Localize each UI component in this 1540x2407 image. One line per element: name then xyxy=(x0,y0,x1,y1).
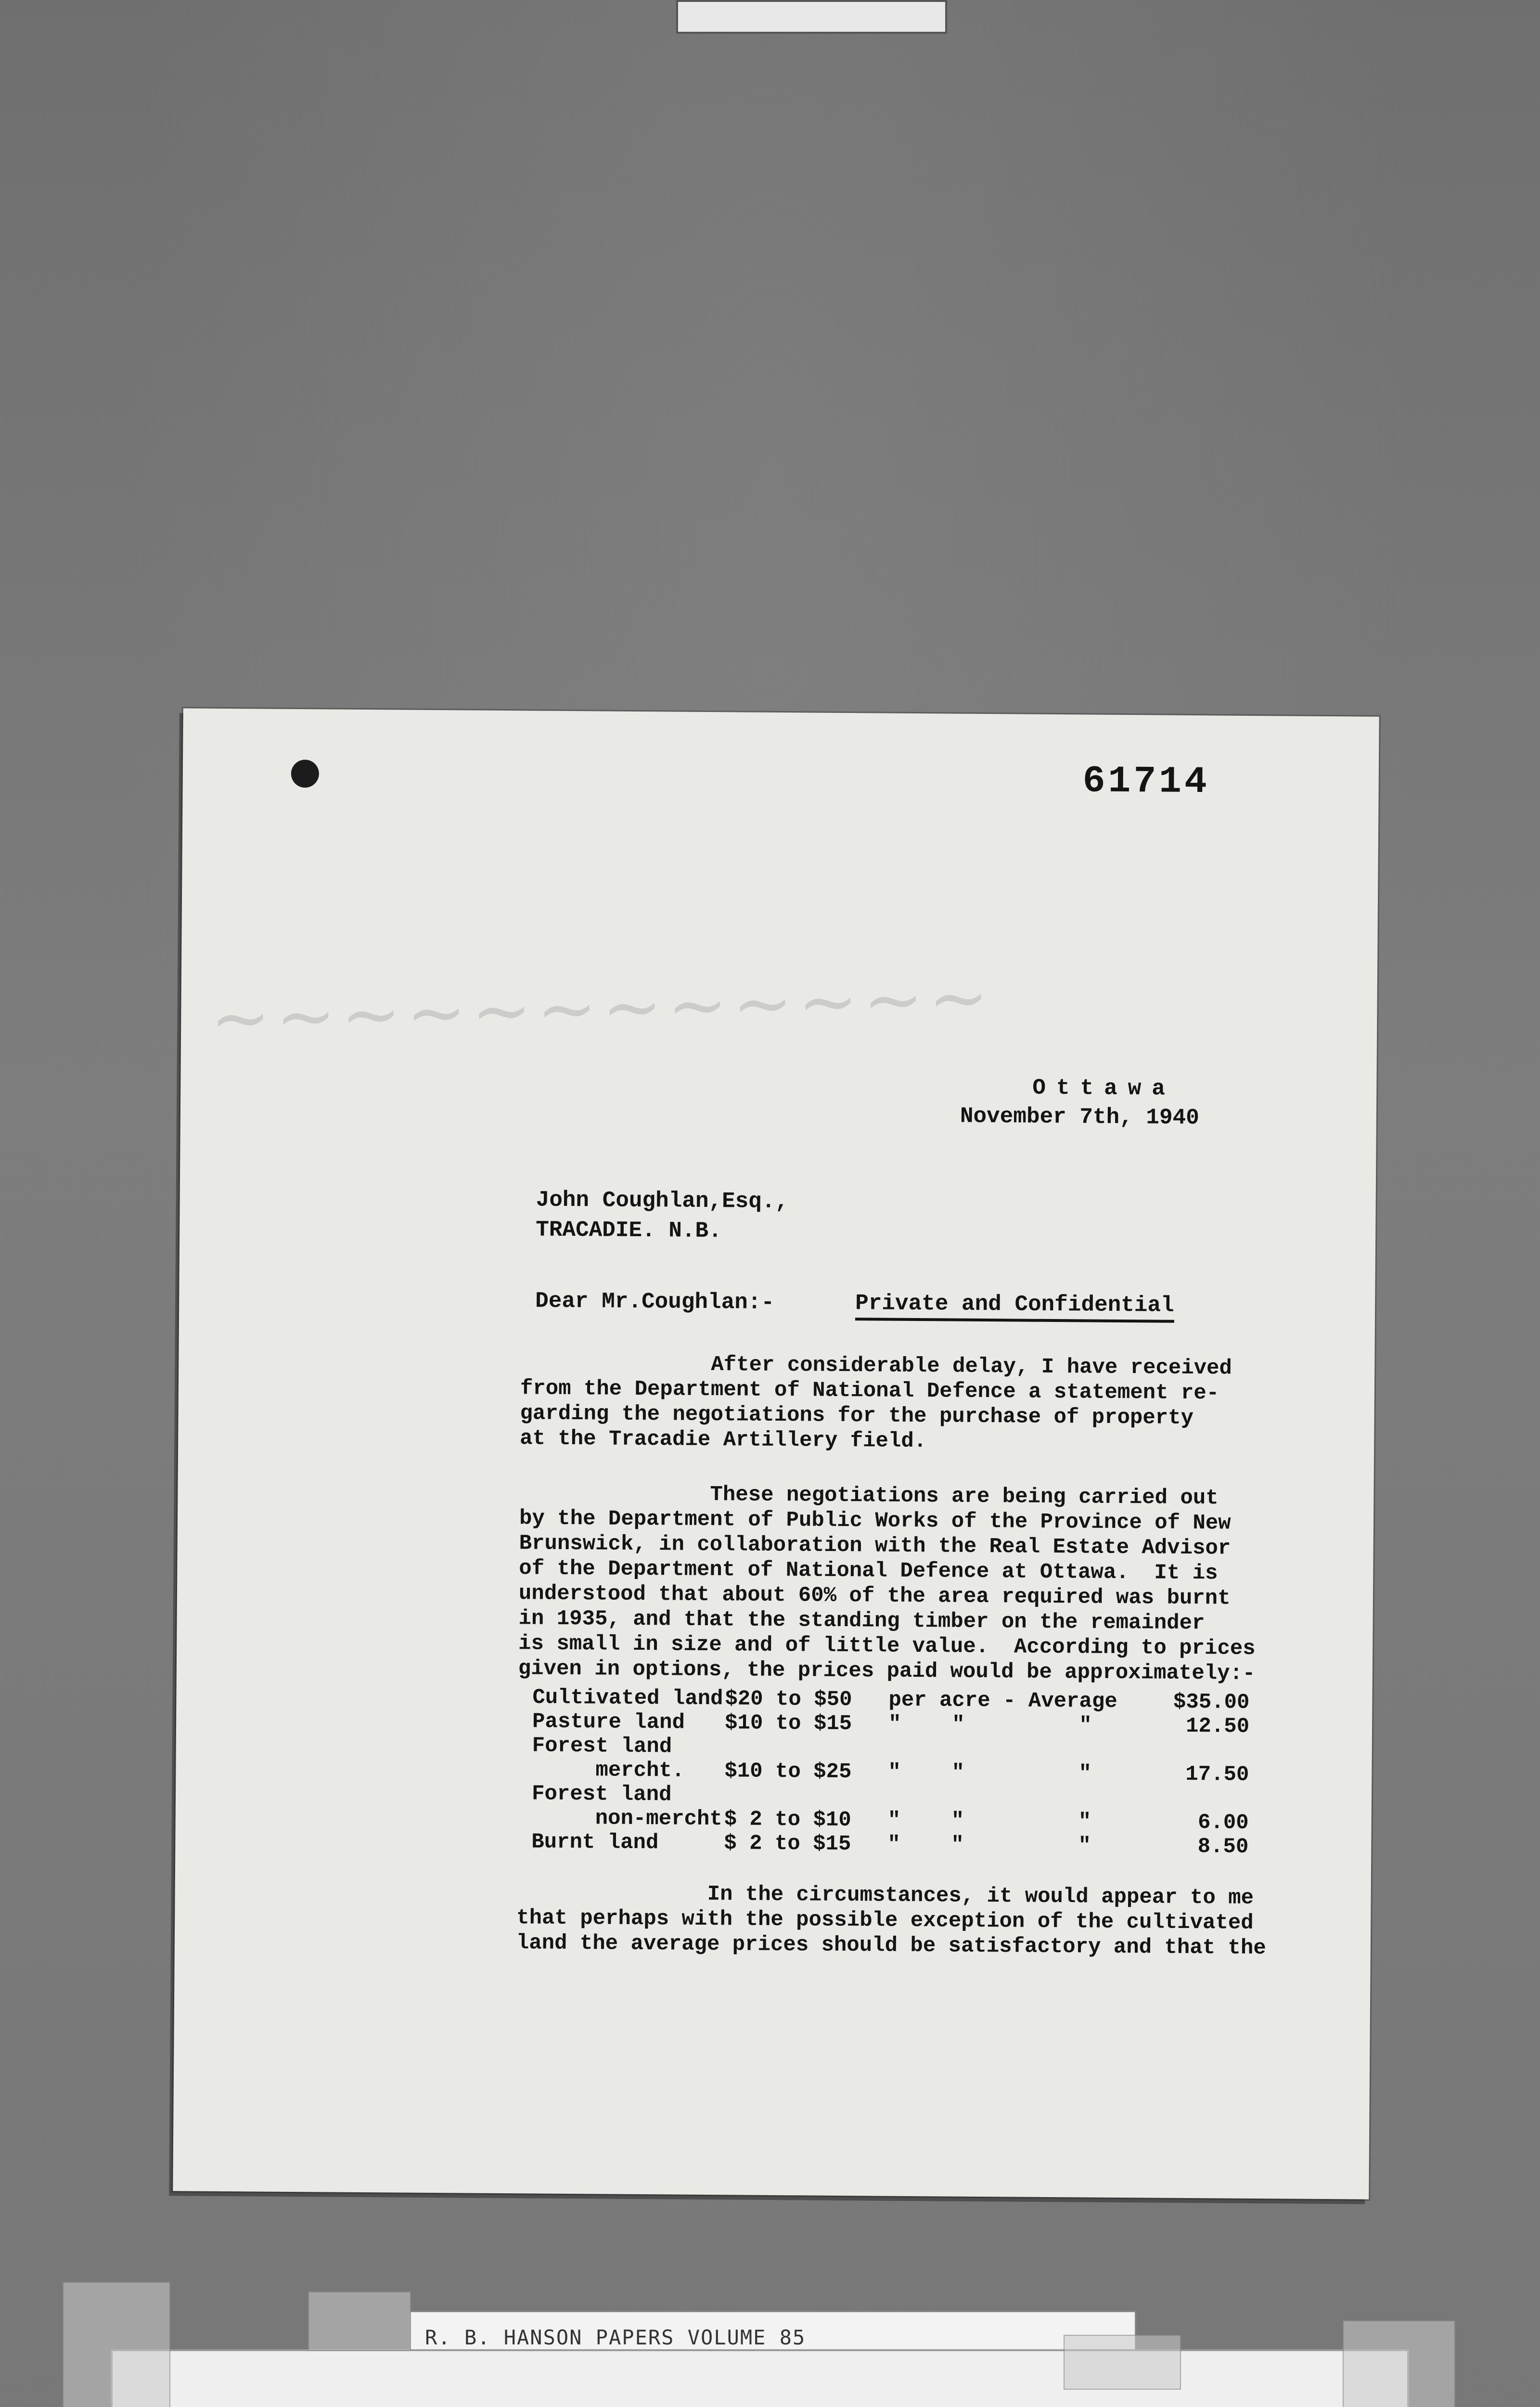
archive-volume-text: R. B. HANSON PAPERS VOLUME 85 xyxy=(425,2326,806,2349)
top-tab xyxy=(676,0,947,34)
paragraph-1: After considerable delay, I have received from the Department of National Defence a statement re- garding the negotiations for the purchase of property at the Tracadie Artillery field. xyxy=(520,1351,1232,1454)
tape-top-left xyxy=(308,2291,411,2351)
watermark: ~~~~~~~~~~~~ xyxy=(209,955,995,1061)
tape-right xyxy=(1343,2320,1455,2407)
archives-stamp-card xyxy=(111,2349,1409,2407)
recipient-name: John Coughlan,Esq., xyxy=(536,1187,789,1215)
recipient-address xyxy=(536,1185,788,1247)
letter-page xyxy=(173,708,1379,2199)
average-price: $35.00 xyxy=(1173,1690,1250,1715)
land-type: mercht. xyxy=(532,1758,685,1783)
price-unit: " " " xyxy=(887,1832,1091,1858)
average-price: 6.00 xyxy=(1197,1811,1249,1835)
punch-hole xyxy=(291,760,319,788)
price-unit: per acre - Average xyxy=(888,1688,1117,1714)
price-unit: " " " xyxy=(887,1808,1091,1834)
confidential-heading: Private and Confidential xyxy=(855,1291,1174,1323)
salutation: Dear Mr.Coughlan:- xyxy=(535,1288,775,1315)
paragraph-3: In the circumstances, it would appear to me that perhaps with the possible exception of the cultivated land the average prices should be satisfactory and that the xyxy=(516,1881,1266,1961)
price-range xyxy=(724,1783,888,1808)
document-number: 61714 xyxy=(1082,760,1210,804)
land-type: Cultivated land xyxy=(532,1685,723,1711)
land-type: Burnt land xyxy=(531,1830,659,1855)
price-range: $10 to $15 xyxy=(724,1711,852,1736)
land-type: Forest land xyxy=(531,1782,672,1807)
recipient-location: TRACADIE. N.B. xyxy=(536,1217,722,1244)
average-price xyxy=(1138,1786,1249,1811)
price-row xyxy=(531,1830,1248,1859)
average-price: 8.50 xyxy=(1197,1835,1249,1859)
tape-left xyxy=(63,2282,170,2407)
price-range xyxy=(725,1735,888,1760)
land-type: Forest land xyxy=(532,1734,672,1759)
price-range: $10 to $25 xyxy=(724,1759,852,1785)
tape-top-right xyxy=(1064,2335,1181,2390)
price-unit xyxy=(888,1785,1138,1811)
average-price: 17.50 xyxy=(1185,1762,1249,1787)
letter-city: Ottawa xyxy=(1032,1075,1176,1101)
letter-date: November 7th, 1940 xyxy=(960,1103,1199,1131)
price-unit xyxy=(888,1736,1139,1762)
average-price xyxy=(1139,1738,1249,1763)
price-unit: " " " xyxy=(888,1760,1092,1786)
average-price: 12.50 xyxy=(1185,1714,1250,1739)
price-table xyxy=(531,1685,1249,1859)
price-unit: " " " xyxy=(888,1712,1092,1738)
land-type: non-mercht xyxy=(531,1806,722,1832)
paragraph-2: These negotiations are being carried out by the Department of Public Works of the Province of New Brunswick, in collaboration with the Real Estate Advisor of the Department of National Defence at Ottawa. It is understood that about 60% of the area required was burnt in 1935, and that the standing timber on the remainder is small in size and of little value. According to prices given in options, the prices paid would be approximately:- xyxy=(518,1481,1256,1686)
price-range: $ 2 to $15 xyxy=(724,1831,851,1857)
price-range: $ 2 to $10 xyxy=(724,1807,851,1833)
price-range: $20 to $50 xyxy=(725,1687,852,1712)
land-type: Pasture land xyxy=(532,1709,685,1735)
